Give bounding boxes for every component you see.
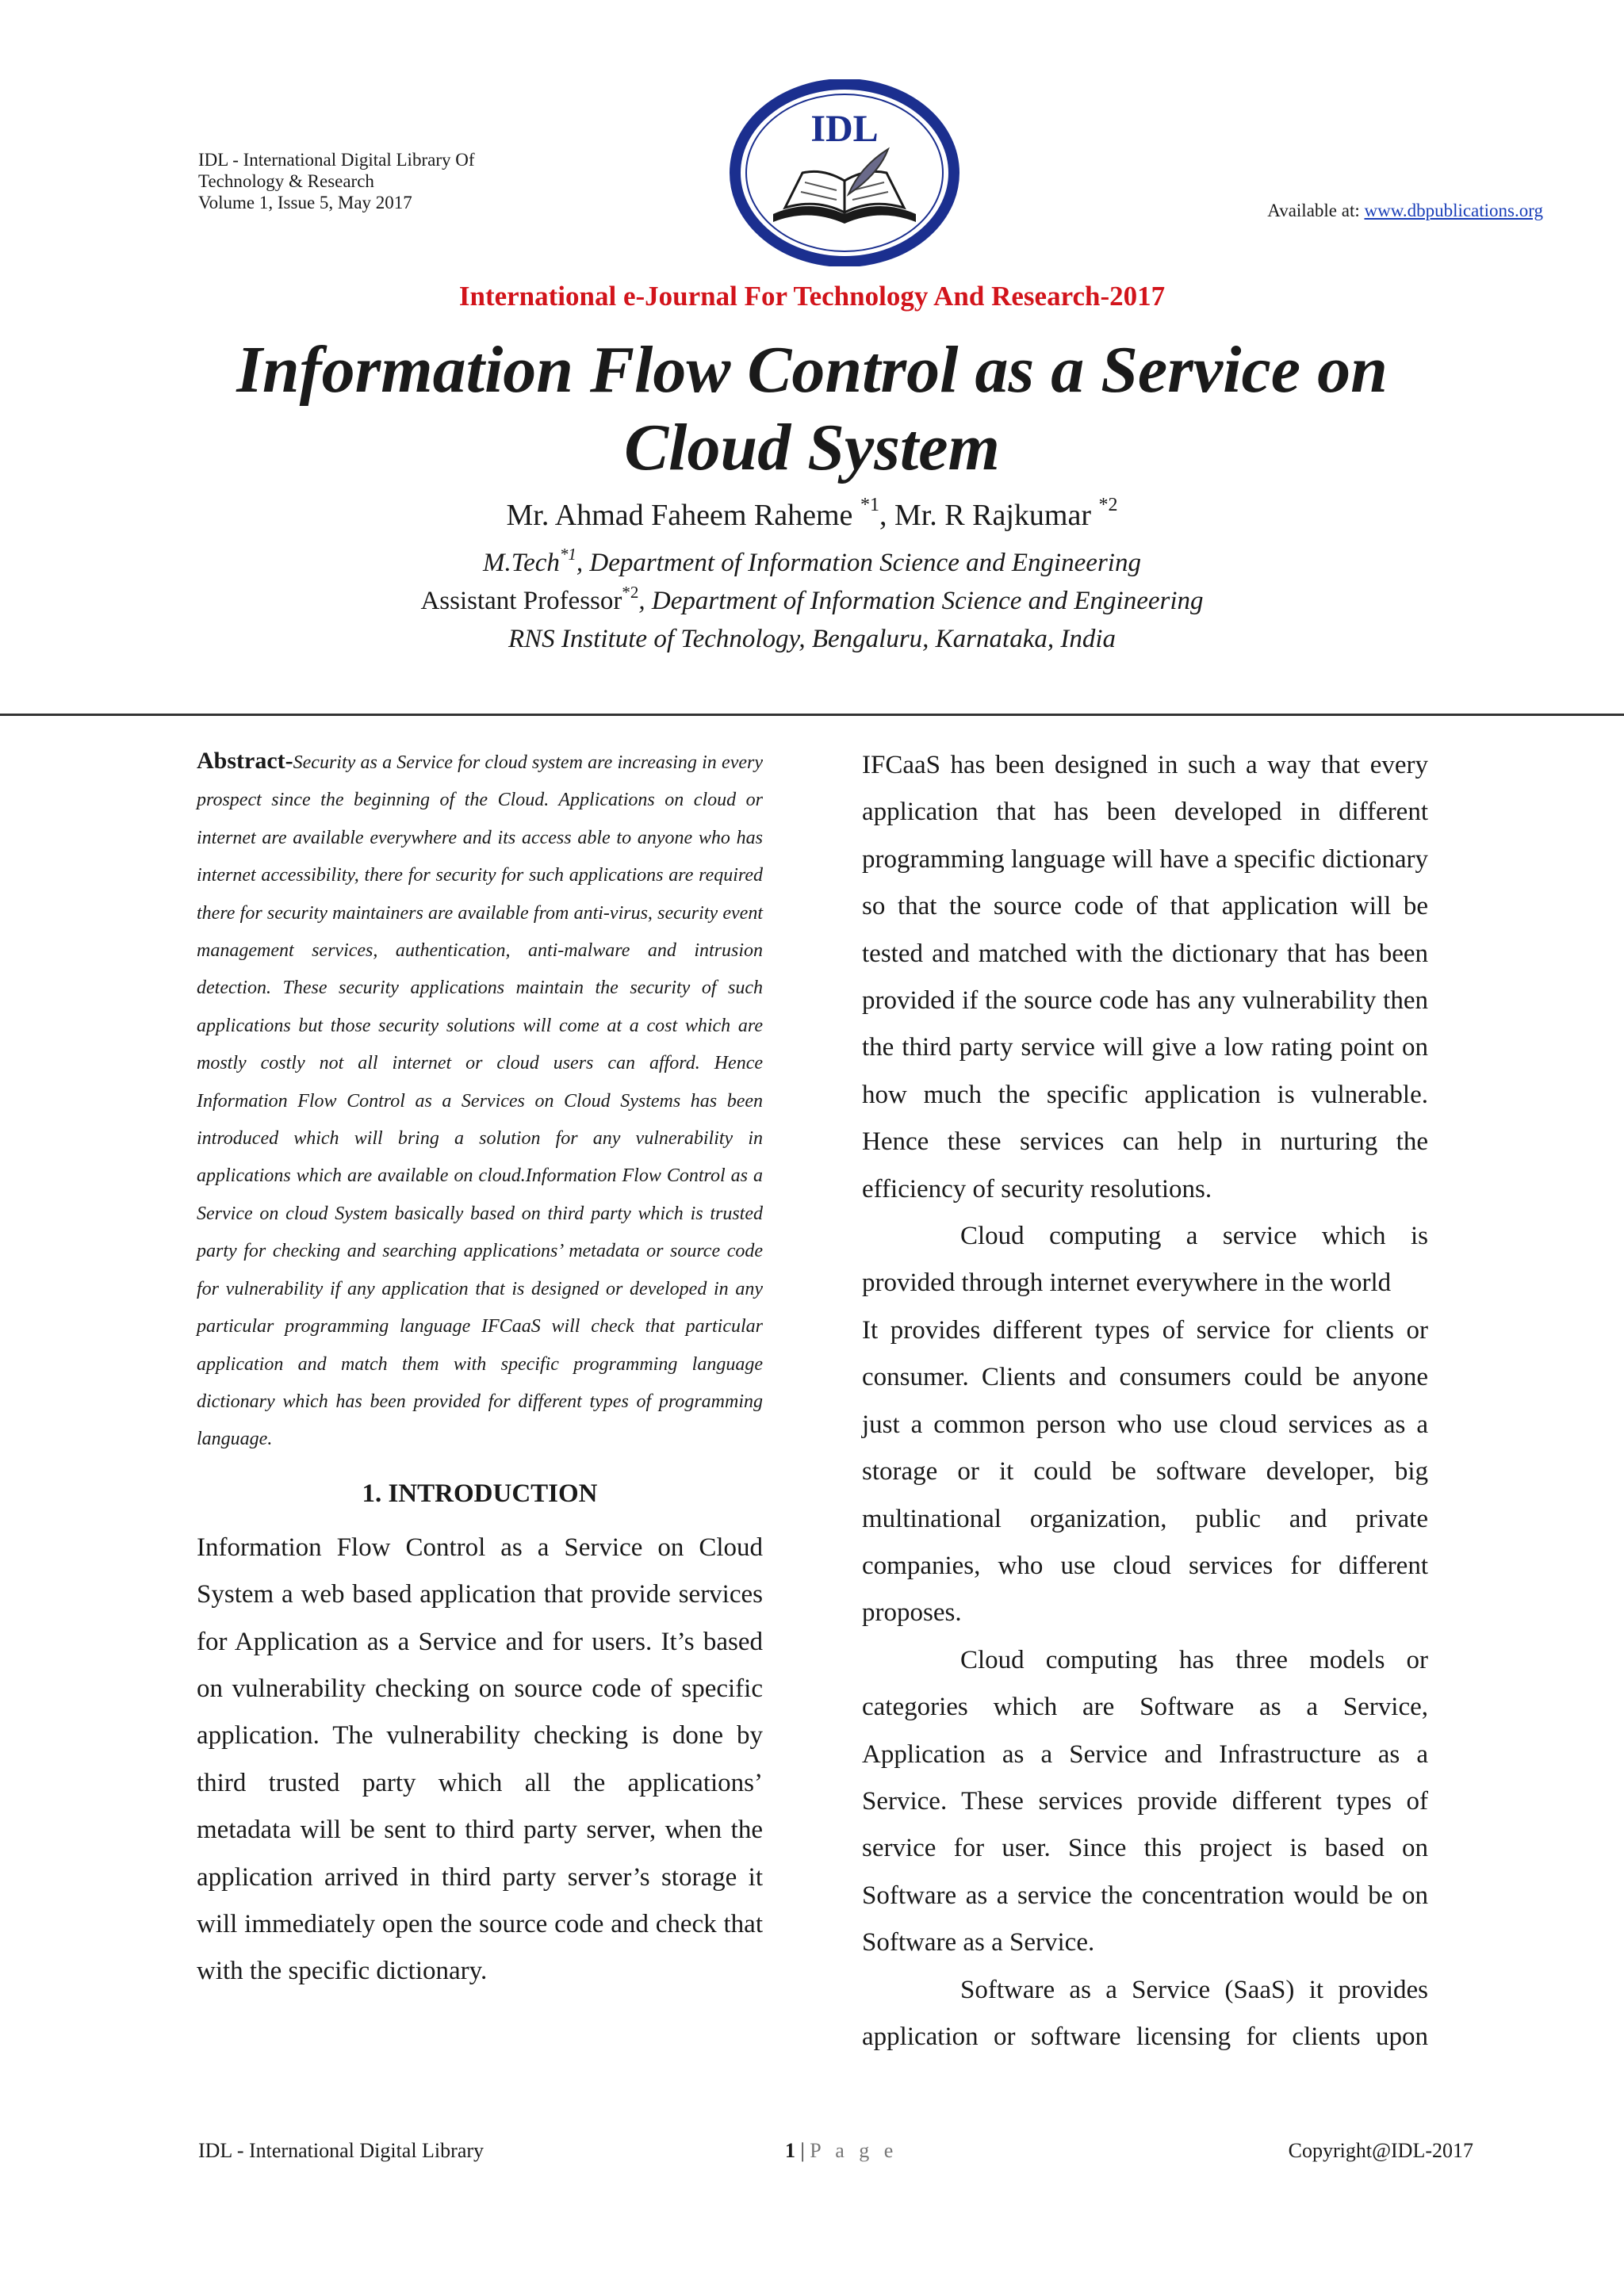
affiliation-2-text: , Department of Information Science and Engineering — [638, 587, 1204, 615]
journal-info-line1: IDL - International Digital Library Of — [198, 150, 475, 170]
affiliation-1-mark: *1 — [559, 545, 576, 564]
cloud-models-paragraph: Cloud computing has three models or categories which are Software as a Service, Application as a Service and Infrastructure as a Service. These services provide different types of service for user. Since this project is based on Software as a service the concentration would be on Software as a Service. — [862, 1645, 1428, 1957]
abstract-text: Security as a Service for cloud system are increasing in every prospect since the beginning of the Cloud. Applications on cloud or internet are available everywhere and its access able to anyone who has internet accessibility, there for security for such applications are required there for security maintainers are available from anti-virus, security event management services, authentication, anti-malware and intrusion detection. These security applications maintain the security of such applications but those security solutions will come at a cost which are mostly costly not all internet or cloud users can afford. Hence Information Flow Control as a Services on Cloud Systems has been introduced which will bring a solution for any vulnerability in applications which are available on cloud.Information Flow Control as a Service on cloud System basically based on third party which is trusted party for checking and searching applications’ metadata or source code for vulnerability if any application that is designed or developed in any particular programming language IFCaaS will check that particular application and match them with specific programming language dictionary which has been provided for different types of programming language. — [197, 752, 763, 1450]
ifcaas-paragraph: IFCaaS has been designed in such a way that every application that has been developed in different programming language will have a specific dictionary so that the source code of that application will be tested and matched with the dictionary that has been provided if the source code has any vulnerability then the third party service will give a low rating point on how much the specific application is vulnerable. Hence these services can help in nurturing the efficiency of security resolutions. — [862, 751, 1428, 1203]
journal-info-line3: Volume 1, Issue 5, May 2017 — [198, 193, 412, 212]
cloud-computing-line1: Cloud computing a service which is — [960, 1222, 1428, 1251]
author-list — [0, 495, 1624, 533]
affiliation-2-mark: *2 — [622, 583, 639, 602]
page-number — [785, 2139, 898, 2163]
page-word: P a g e — [810, 2139, 898, 2162]
cloud-computing-paragraph: It provides different types of service for clients or consumer. Clients and consumers could be anyone just a common person who use cloud services as a storage or it could be software developer, big multinational organization, public and private companies, who use cloud services for different proposes. — [862, 1315, 1428, 1628]
journal-info — [198, 149, 475, 213]
affiliation-2-role: Assistant Professor — [420, 587, 622, 615]
abstract-label: Abstract- — [197, 748, 293, 774]
affiliation-1-text: , Department of Information Science and Engineering — [576, 549, 1141, 577]
cloud-computing-line2: provided through internet everywhere in the world — [862, 1269, 1392, 1298]
affiliation-1 — [0, 545, 1624, 578]
page-number-value: 1 — [785, 2139, 795, 2162]
availability-label: Available at: — [1267, 201, 1365, 220]
author-1-mark: *1 — [860, 495, 879, 515]
title-line1: Information Flow Control as a Service on — [236, 333, 1388, 407]
page-separator: | — [795, 2139, 810, 2162]
author-2-mark: *2 — [1098, 495, 1118, 515]
section-heading-introduction: 1. INTRODUCTION — [362, 1479, 598, 1508]
logo-text: IDL — [810, 108, 879, 150]
publication-link[interactable]: www.dbpublications.org — [1364, 201, 1543, 220]
header-divider — [0, 714, 1624, 716]
journal-info-line2: Technology & Research — [198, 171, 374, 191]
title-line2: Cloud System — [624, 411, 1000, 484]
journal-name: International e-Journal For Technology And Research-2017 — [458, 281, 1166, 312]
affiliation-3 — [0, 625, 1624, 654]
saas-paragraph: Software as a Service (SaaS) it provides application or software licensing for clients upon — [862, 1975, 1428, 2051]
abstract — [197, 742, 763, 1459]
affiliation-1-role: M.Tech — [483, 549, 560, 577]
author-separator: , Mr. R Rajkumar — [879, 499, 1099, 532]
footer-library: IDL - International Digital Library — [198, 2139, 485, 2162]
author-1: Mr. Ahmad Faheem Raheme — [506, 499, 860, 532]
affiliation-2 — [0, 583, 1624, 616]
footer-copyright: Copyright@IDL-2017 — [1288, 2139, 1473, 2162]
paper-title — [0, 331, 1624, 487]
availability — [1267, 200, 1543, 221]
left-column — [197, 742, 763, 1996]
right-column — [862, 742, 1428, 2061]
idl-logo — [730, 79, 959, 266]
affiliation-3-text: RNS Institute of Technology, Bengaluru, Karnataka, India — [508, 625, 1116, 653]
intro-paragraph: Information Flow Control as a Service on Cloud System a web based application that provide services for Application as a Service and for users. It’s based on vulnerability checking on source code of specific application. The vulnerability checking is done by third trusted party which all the applications’ metadata will be sent to third party server, when the application arrived in third party server’s storage it will immediately open the source code and check that with the specific dictionary. — [197, 1533, 763, 1986]
